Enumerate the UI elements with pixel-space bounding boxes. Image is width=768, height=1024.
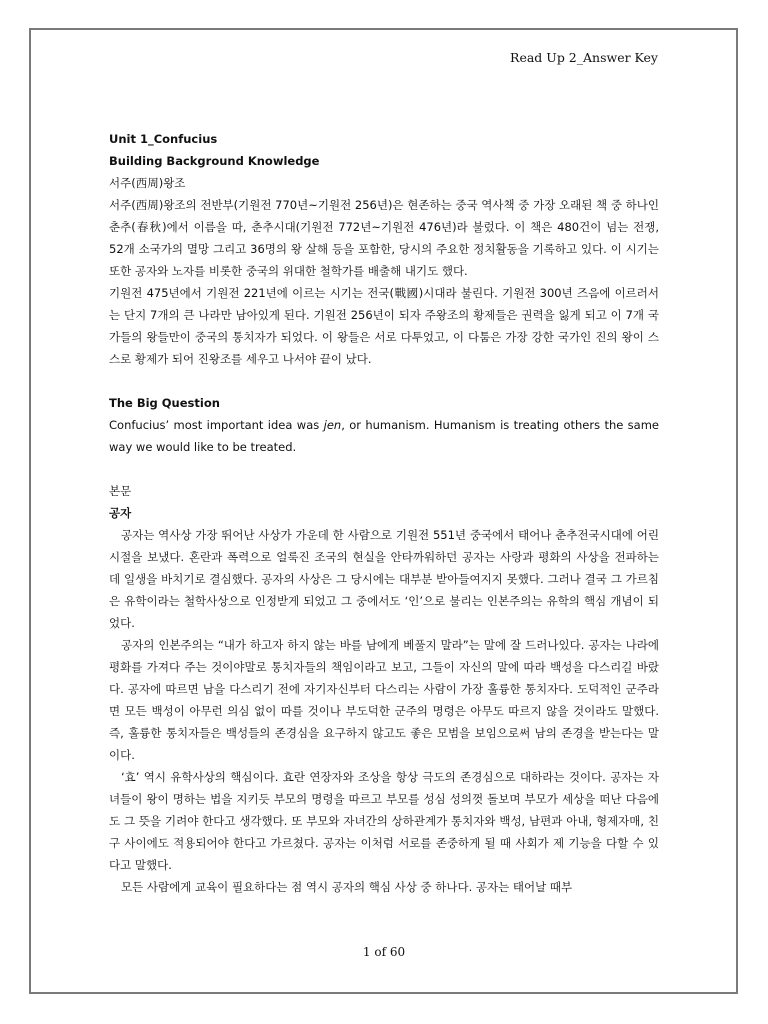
body-paragraph-4: 모든 사람에게 교육이 필요하다는 점 역시 공자의 핵심 사상 중 하나다. 공자는 태어날 때부 <box>121 880 573 894</box>
body-title: 공자 <box>109 506 132 520</box>
jen-term: jen <box>323 418 342 432</box>
big-question-paragraph: Confucius’ most important idea was jen, or humanism. Humanism is treating others the same way we would like to be treated. <box>109 418 659 454</box>
body-label: 본문 <box>109 484 132 498</box>
background-paragraph-2: 기원전 475년에서 기원전 221년에 이르는 시기는 전국(戰國)시대라 불린다. 기원전 300년 즈음에 이르러서는 단지 7개의 큰 나라만 남아있게 된다. 기원전 256년이 되자 주왕조의 황제들은 권력을 잃게 되고 이 7개 국가들의 왕들만이 중국의 통치자가 되었다. 이 왕들은 서로 다투었고, 이 다툼은 가장 강한 국가인 진의 왕이 스스로 황제가 되어 진왕조를 세우고 나서야 끝이 났다. <box>109 286 659 366</box>
page-number: 1 of 60 <box>362 945 406 959</box>
body-paragraph-2: 공자의 인본주의는 “내가 하고자 하지 않는 바를 남에게 베풀지 말라”는 말에 잘 드러나있다. 공자는 나라에 평화를 가져다 주는 것이야말로 통치자들의 책임이라고 보고, 그들이 자신의 말에 따라 백성을 다스리길 바랐다. 공자에 따르면 남을 다스리기 전에 자기자신부터 다스리는 사람이 가장 훌륭한 통치자다. 도덕적인 군주라면 모든 백성이 아무런 의심 없이 따를 것이나 부도덕한 군주의 명령은 아무도 따르지 않을 것이라도 말했다. 즉, 훌륭한 통치자들은 백성들의 존경심을 요구하지 않고도 좋은 모범을 보임으로써 남의 존경을 받는다는 말이다. <box>109 638 659 762</box>
background-subtitle: 서주(西周)왕조 <box>109 176 186 190</box>
document-body <box>109 128 659 898</box>
running-header: Read Up 2_Answer Key <box>510 50 658 65</box>
body-paragraph-1: 공자는 역사상 가장 뛰어난 사상가 가운데 한 사람으로 기원전 551년 중국에서 태어나 춘추전국시대에 어린 시절을 보냈다. 혼란과 폭력으로 얼룩진 조국의 현실을 안타까워하던 공자는 사랑과 평화의 사상을 전파하는 데 일생을 바치기로 결심했다. 공자의 사상은 그 당시에는 대부분 받아들여지지 못했다. 그러나 결국 그 가르침은 유학이라는 철학사상으로 인정받게 되었고 그 중에서도 ‘인’으로 불리는 인본주의는 유학의 핵심 개념이 되었다. <box>109 528 659 630</box>
section-heading-background: Building Background Knowledge <box>109 154 320 168</box>
background-paragraph-1: 서주(西周)왕조의 전반부(기원전 770년~기원전 256년)은 현존하는 중국 역사책 중 가장 오래된 책 중 하나인 춘추(春秋)에서 이름을 따, 춘추시대(기원전 772년~기원전 476년)라 불렀다. 이 책은 480건이 넘는 전쟁, 52개 소국가의 멸망 그리고 36명의 왕 살해 등을 포함한, 당시의 주요한 정치활동을 기록하고 있다. 이 시기는 또한 공자와 노자를 비롯한 중국의 위대한 철학가를 배출해 내기도 했다. <box>109 198 659 278</box>
unit-title: Unit 1_Confucius <box>109 132 218 146</box>
body-paragraph-3: ‘효’ 역시 유학사상의 핵심이다. 효란 연장자와 조상을 항상 극도의 존경심으로 대하라는 것이다. 공자는 자녀들이 왕이 명하는 법을 지키듯 부모의 명령을 따르고 부모를 성심 성의껏 돌보며 부모가 세상을 떠난 다음에도 그 뜻을 기려야 한다고 생각했다. 또 부모와 자녀간의 상하관계가 통치자와 백성, 남편과 아내, 형제자매, 친구 사이에도 적용되어야 한다고 가르쳤다. 공자는 이처럼 서로를 존중하게 될 때 사회가 제 기능을 다할 수 있다고 말했다. <box>109 770 659 872</box>
section-heading-big-question: The Big Question <box>109 396 220 410</box>
